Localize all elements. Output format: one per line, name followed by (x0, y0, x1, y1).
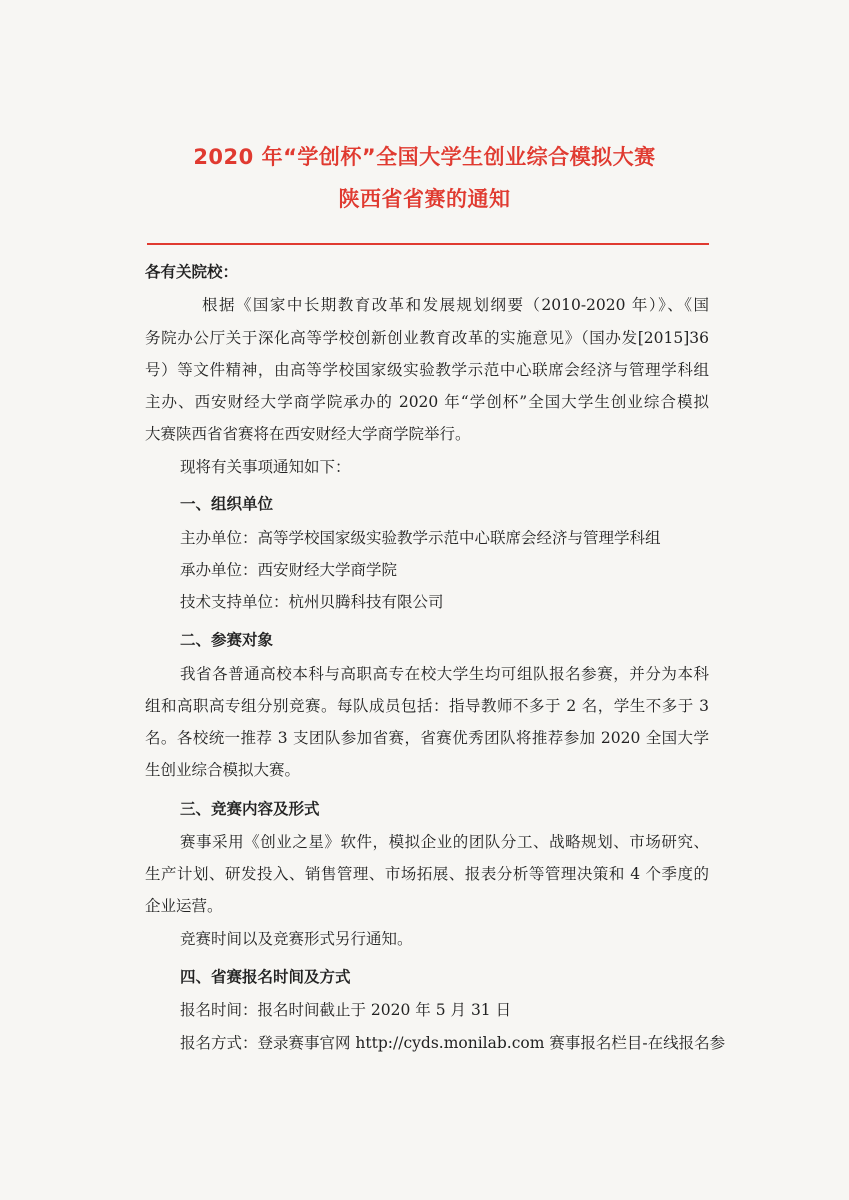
notice-lead: 现将有关事项通知如下： (180, 458, 351, 476)
salutation: 各有关院校： (145, 263, 239, 281)
participants-line: 名。各校统一推荐 3 支团队参加省赛，省赛优秀团队将推荐参加 2020 全国大学 (145, 729, 709, 747)
intro-line: 大赛陕西省省赛将在西安财经大学商学院举行。 (145, 425, 471, 443)
red-divider-rule (147, 243, 709, 245)
document-title-line-1: 2020 年“学创杯”全国大学生创业综合模拟大赛 (193, 145, 656, 169)
section-heading-organizers: 一、组织单位 (180, 495, 274, 513)
participants-line: 我省各普通高校本科与高职高专在校大学生均可组队报名参赛，并分为本科 (180, 665, 709, 683)
content-line: 企业运营。 (145, 897, 223, 915)
participants-line: 生创业综合模拟大赛。 (145, 761, 301, 779)
registration-line: 报名时间：报名时间截止于 2020 年 5 月 31 日 (180, 1001, 512, 1019)
intro-line: 号）等文件精神，由高等学校国家级实验教学示范中心联席会经济与管理学科组 (145, 361, 709, 379)
document-title-line-2: 陕西省省赛的通知 (338, 187, 511, 211)
content-extra-line: 竞赛时间以及竞赛形式另行通知。 (180, 930, 413, 948)
content-line: 赛事采用《创业之星》软件，模拟企业的团队分工、战略规划、市场研究、 (180, 833, 709, 851)
section-heading-registration: 四、省赛报名时间及方式 (180, 968, 351, 986)
organizer-line: 主办单位：高等学校国家级实验教学示范中心联席会经济与管理学科组 (180, 529, 661, 547)
section-heading-content: 三、竞赛内容及形式 (180, 800, 320, 818)
intro-line: 务院办公厅关于深化高等学校创新创业教育改革的实施意见》（国办发[2015]36 (145, 329, 709, 347)
registration-line: 报名方式：登录赛事官网 http://cyds.monilab.com 赛事报名栏目-在线报名参 (180, 1034, 726, 1052)
section-heading-participants: 二、参赛对象 (180, 631, 274, 649)
content-line: 生产计划、研发投入、销售管理、市场拓展、报表分析等管理决策和 4 个季度的 (145, 865, 709, 883)
intro-line: 根据《国家中长期教育改革和发展规划纲要（2010-2020 年）》、《国 (202, 296, 709, 314)
organizer-line: 承办单位：西安财经大学商学院 (180, 561, 398, 579)
organizer-line: 技术支持单位：杭州贝腾科技有限公司 (180, 593, 444, 611)
intro-line: 主办、西安财经大学商学院承办的 2020 年“学创杯”全国大学生创业综合模拟 (145, 393, 709, 411)
participants-line: 组和高职高专组分别竞赛。每队成员包括：指导教师不多于 2 名，学生不多于 3 (145, 697, 709, 715)
